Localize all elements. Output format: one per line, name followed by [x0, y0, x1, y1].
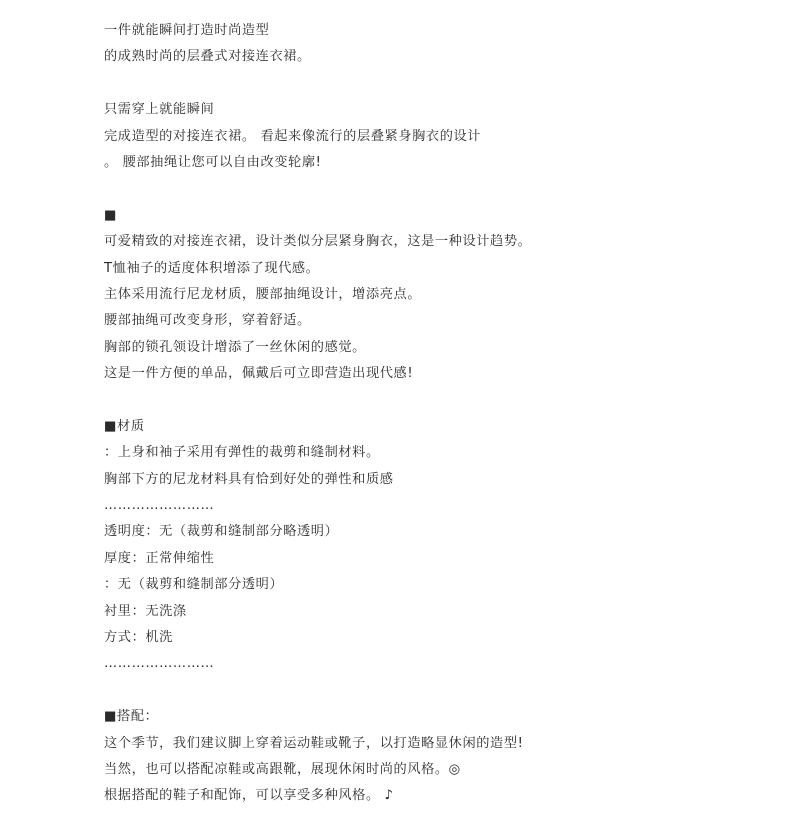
text-line: 这是一件方便的单品，佩戴后可立即营造出现代感! [104, 366, 414, 382]
blank-line [104, 387, 784, 413]
section-heading: ■材质 [104, 418, 145, 434]
text-line: 的成熟时尚的层叠式对接连衣裙。 [104, 49, 311, 65]
spec-line: 透明度：无（裁剪和缝制部分略透明） [104, 524, 339, 540]
section-heading: ■搭配： [104, 709, 159, 725]
text-line: 胸部下方的尼龙材料具有恰到好处的弹性和质感 [104, 471, 394, 487]
text-line: 当然，也可以搭配凉鞋或高跟靴，展现休闲时尚的风格。◎ [104, 761, 461, 777]
styling-section [104, 97, 784, 176]
text-line: T恤袖子的适度体积增添了现代感。 [104, 260, 320, 276]
spec-line: 方式：机洗 [104, 629, 173, 645]
text-line: 根据搭配的鞋子和配饰，可以享受多种风格。 ♪ [104, 788, 394, 804]
features-section [104, 203, 784, 388]
text-line: 胸部的锁孔领设计增添了一丝休闲的感觉。 [104, 339, 366, 355]
blank-line [104, 678, 784, 704]
text-line: 一件就能瞬间打造时尚造型 [104, 23, 270, 38]
spec-line: 衬里：无洗涤 [104, 603, 187, 619]
spec-line: ：无（裁剪和缝制部分透明） [104, 577, 284, 593]
text-line: 可爱精致的对接连衣裙，设计类似分层紧身胸衣，这是一种设计趋势。 [104, 234, 532, 250]
blank-line [104, 176, 784, 202]
text-line: 只需穿上就能瞬间 [104, 102, 215, 118]
text-line: 主体采用流行尼龙材质，腰部抽绳设计，增添亮点。 [104, 286, 422, 302]
text-line: 这个季节，我们建议脚上穿着运动鞋或靴子，以打造略显休闲的造型! [104, 735, 524, 751]
dotted-divider: …………………… [104, 656, 215, 672]
spec-line: 厚度：正常伸缩性 [104, 550, 215, 566]
product-description [104, 18, 784, 810]
text-line: 完成造型的对接连衣裙。 看起来像流行的层叠紧身胸衣的设计 [104, 128, 482, 144]
text-line: 腰部抽绳可改变身形，穿着舒适。 [104, 313, 311, 329]
intro-section [104, 18, 784, 71]
text-line: 。 腰部抽绳让您可以自由改变轮廓! [104, 154, 322, 170]
blank-line [104, 71, 784, 97]
section-marker: ■ [104, 207, 118, 223]
coordination-section [104, 704, 784, 810]
text-line: ：上身和袖子采用有弹性的裁剪和缝制材料。 [104, 445, 380, 461]
dotted-divider: …………………… [104, 498, 215, 514]
material-section [104, 414, 784, 678]
